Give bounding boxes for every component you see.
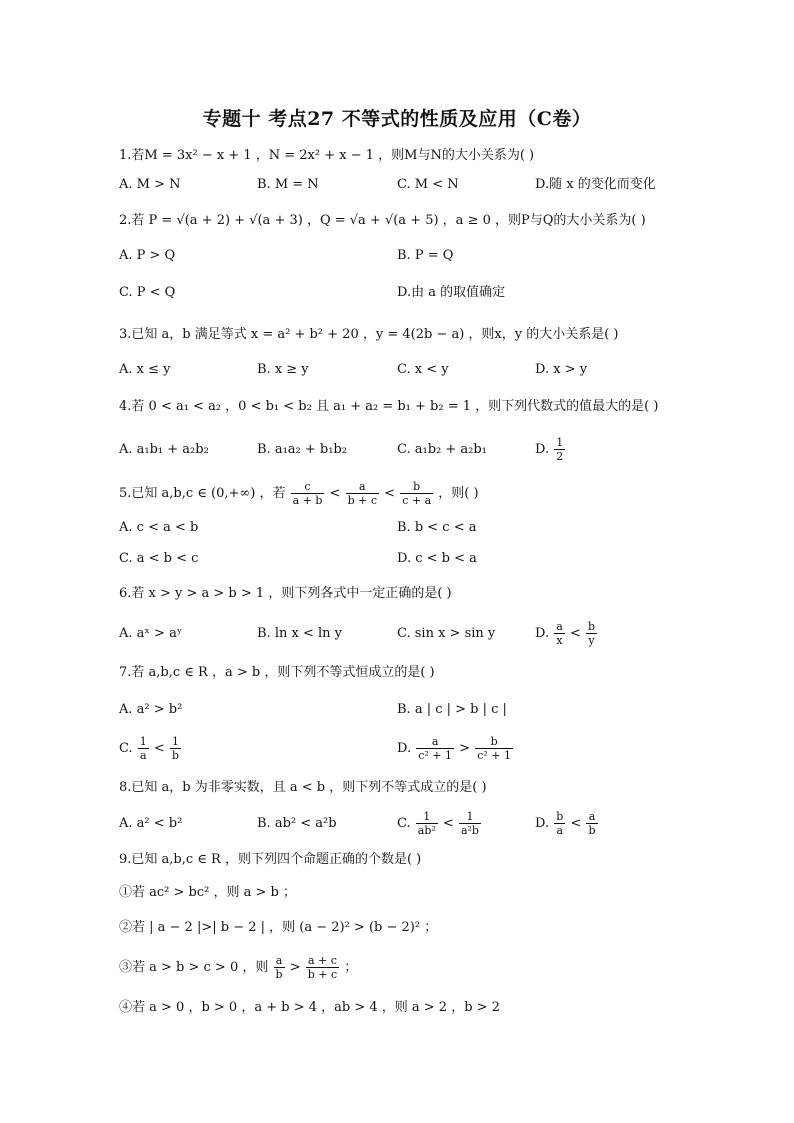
q4-option-c: C. a₁b₂ + a₂b₁ [397, 442, 487, 457]
fraction-denominator: a²b [460, 824, 479, 837]
question-7-stem: 7.若 a,b,c ∈ R ，a > b ，则下列不等式恒成立的是( ) [119, 665, 435, 680]
fraction-denominator: c + a [402, 494, 432, 507]
q5-option-c: C. a < b < c [119, 551, 199, 566]
fraction-numerator: a [346, 480, 379, 494]
q9-proposition-1: ①若 ac² > bc² ，则 a > b ； [119, 885, 296, 900]
question-5-options-row1 [119, 514, 699, 542]
q2-option-d: D.由 a 的取值确定 [397, 285, 506, 300]
question-4-stem: 4.若 0 < a₁ < a₂ ，0 < b₁ < b₂ 且 a₁ + a₂ = b₁ + b₂ = 1 ，则下列代数式的值最大的是( ) [119, 399, 659, 414]
fraction-denominator: x [556, 634, 563, 647]
fraction-numerator: b [587, 620, 596, 633]
q2-option-a: A. P > Q [119, 248, 176, 263]
q8-c-fraction-2 [459, 810, 481, 837]
q3-option-a: A. x ≤ y [119, 362, 171, 377]
fraction-numerator: a [274, 954, 285, 968]
fraction-numerator: b [556, 810, 564, 823]
question-3-stem: 3.已知 a，b 满足等式 x = a² + b² + 20 ，y = 4(2b − a) ，则x，y 的大小关系是( ) [119, 327, 619, 342]
fraction-denominator: a [556, 824, 564, 837]
page-title: 专题十 考点27 不等式的性质及应用（C卷） [202, 108, 592, 130]
q5-option-a: A. c < a < b [119, 520, 199, 535]
question-1-stem: 1.若M = 3x² − x + 1 ，N = 2x² + x − 1 ，则M与N的大小关系为( ) [119, 148, 535, 163]
question-1-options [119, 171, 699, 199]
q6-option-c: C. sin x > sin y [397, 626, 496, 641]
fraction-numerator: 1 [170, 735, 181, 749]
q9-p3-operator: > [289, 960, 301, 975]
q7-d-fraction-2 [475, 735, 513, 762]
q9-proposition-2: ②若 | a − 2 |>| b − 2 | ，则 (a − 2)² > (b − 2)² ； [119, 920, 438, 935]
q5-stem-prefix: 5.已知 a,b,c ∈ (0,+∞) ，若 [119, 486, 286, 501]
q5-lt-1: < [329, 486, 341, 501]
q3-option-b: B. x ≥ y [257, 362, 309, 377]
question-2-stem: 2.若 P = √(a + 2) + √(a + 3) ，Q = √a + √(a + 5) ，a ≥ 0 ，则P与Q的大小关系为( ) [119, 213, 646, 228]
q7-option-c-label: C. [119, 741, 133, 756]
fraction-numerator: b [400, 480, 433, 494]
fraction-numerator: 1 [416, 810, 438, 824]
q7-option-d-label: D. [397, 741, 412, 756]
question-8-options [119, 810, 699, 842]
q9-p3-prefix: ③若 a > b > c > 0 ，则 [119, 960, 269, 975]
question-5-options-row2 [119, 545, 699, 573]
q3-option-c: C. x < y [397, 362, 449, 377]
fraction-numerator: 1 [139, 735, 147, 748]
q9-proposition-4: ④若 a > 0 ，b > 0 ，a + b > 4 ，ab > 4 ，则 a > 2 ，b > 2 [119, 1000, 500, 1015]
fraction-denominator: b + c [307, 968, 338, 981]
q9-p3-suffix: ； [344, 960, 358, 975]
q8-option-c-label: C. [397, 816, 411, 831]
fraction-denominator: c² + 1 [418, 749, 453, 762]
q7-d-fraction-1 [416, 735, 454, 762]
q4-option-d-fraction [554, 436, 565, 463]
q5-fraction-1 [291, 480, 325, 507]
q5-fraction-2 [346, 480, 379, 507]
fraction-denominator: b [171, 749, 179, 762]
q7-option-a: A. a² > b² [119, 702, 183, 717]
fraction-numerator: 1 [459, 810, 481, 824]
q5-option-d: D. c < b < a [397, 551, 477, 566]
q1-option-a: A. M > N [119, 177, 181, 192]
q6-option-d-label: D. [535, 626, 550, 641]
fraction-denominator: b + c [347, 494, 378, 507]
q2-option-c: C. P < Q [119, 285, 176, 300]
question-5-stem [119, 478, 719, 510]
fraction-denominator: a + b [292, 494, 323, 507]
fraction-denominator: b [588, 824, 596, 837]
q8-d-fraction-2 [586, 810, 597, 837]
q7-c-fraction-2 [170, 735, 181, 762]
q7-c-operator: < [153, 741, 165, 756]
q8-option-c [397, 810, 482, 838]
question-6-stem: 6.若 x > y > a > b > 1 ，则下列各式中一定正确的是( ) [119, 586, 452, 601]
fraction-denominator: c² + 1 [477, 749, 511, 762]
q6-d-fraction-1 [554, 620, 565, 647]
q8-option-a: A. a² < b² [119, 816, 183, 831]
q3-option-d: D. x > y [535, 362, 588, 377]
fraction-numerator: 1 [556, 436, 564, 449]
q7-option-b: B. a | c | > b | c | [397, 702, 507, 717]
q9-proposition-3 [119, 952, 357, 984]
q4-option-a: A. a₁b₁ + a₂b₂ [119, 442, 209, 457]
q5-fraction-3 [400, 480, 433, 507]
q9-p3-fraction-1 [274, 954, 285, 981]
q8-option-b: B. ab² < a²b [257, 816, 337, 831]
q8-option-d-label: D. [535, 816, 550, 831]
q5-option-b: B. b < c < a [397, 520, 477, 535]
fraction-denominator: y [588, 634, 595, 647]
q7-d-operator: > [459, 741, 471, 756]
q1-option-d: D.随 x 的变化而变化 [535, 177, 656, 192]
q8-c-operator: < [442, 816, 454, 831]
fraction-denominator: a [139, 749, 147, 762]
question-9-stem: 9.已知 a,b,c ∈ R ，则下列四个命题正确的个数是( ) [119, 852, 422, 867]
q5-stem-suffix: ，则( ) [438, 486, 479, 501]
q8-d-fraction-1 [554, 810, 565, 837]
fraction-denominator: b [275, 968, 283, 981]
q6-d-fraction-2 [586, 620, 597, 647]
question-2-options-row2 [119, 279, 699, 307]
q7-c-fraction-1 [138, 735, 149, 762]
fraction-numerator: a [416, 735, 454, 749]
q8-d-operator: < [570, 816, 582, 831]
q9-p3-fraction-2 [306, 954, 339, 981]
q7-option-d [397, 735, 514, 763]
q5-lt-2: < [384, 486, 396, 501]
question-7-options-row2 [119, 735, 699, 767]
question-2-options-row1 [119, 242, 699, 270]
q8-option-d [535, 810, 599, 838]
q4-option-b: B. a₁a₂ + b₁b₂ [257, 442, 347, 457]
fraction-numerator: c [291, 480, 325, 494]
fraction-denominator: 2 [556, 450, 564, 463]
fraction-numerator: b [475, 735, 513, 749]
q6-option-b: B. ln x < ln y [257, 626, 342, 641]
q7-option-c [119, 735, 182, 763]
q4-option-d [535, 436, 566, 464]
fraction-numerator: a [556, 620, 563, 633]
fraction-numerator: a + c [306, 954, 339, 968]
q2-option-b: B. P = Q [397, 248, 454, 263]
question-7-options-row1 [119, 696, 699, 724]
question-8-stem: 8.已知 a，b 为非零实数，且 a < b ，则下列不等式成立的是( ) [119, 780, 487, 795]
q6-option-a: A. aˣ > aʸ [119, 626, 183, 641]
q6-d-operator: < [569, 626, 581, 641]
fraction-denominator: ab² [417, 824, 436, 837]
question-6-options [119, 620, 699, 652]
fraction-numerator: a [586, 810, 597, 824]
q8-c-fraction-1 [416, 810, 438, 837]
q1-option-c: C. M < N [397, 177, 459, 192]
question-4-options [119, 436, 699, 468]
q6-option-d [535, 620, 598, 648]
q4-option-d-label: D. [535, 442, 550, 457]
q1-option-b: B. M = N [257, 177, 319, 192]
question-3-options [119, 356, 699, 384]
